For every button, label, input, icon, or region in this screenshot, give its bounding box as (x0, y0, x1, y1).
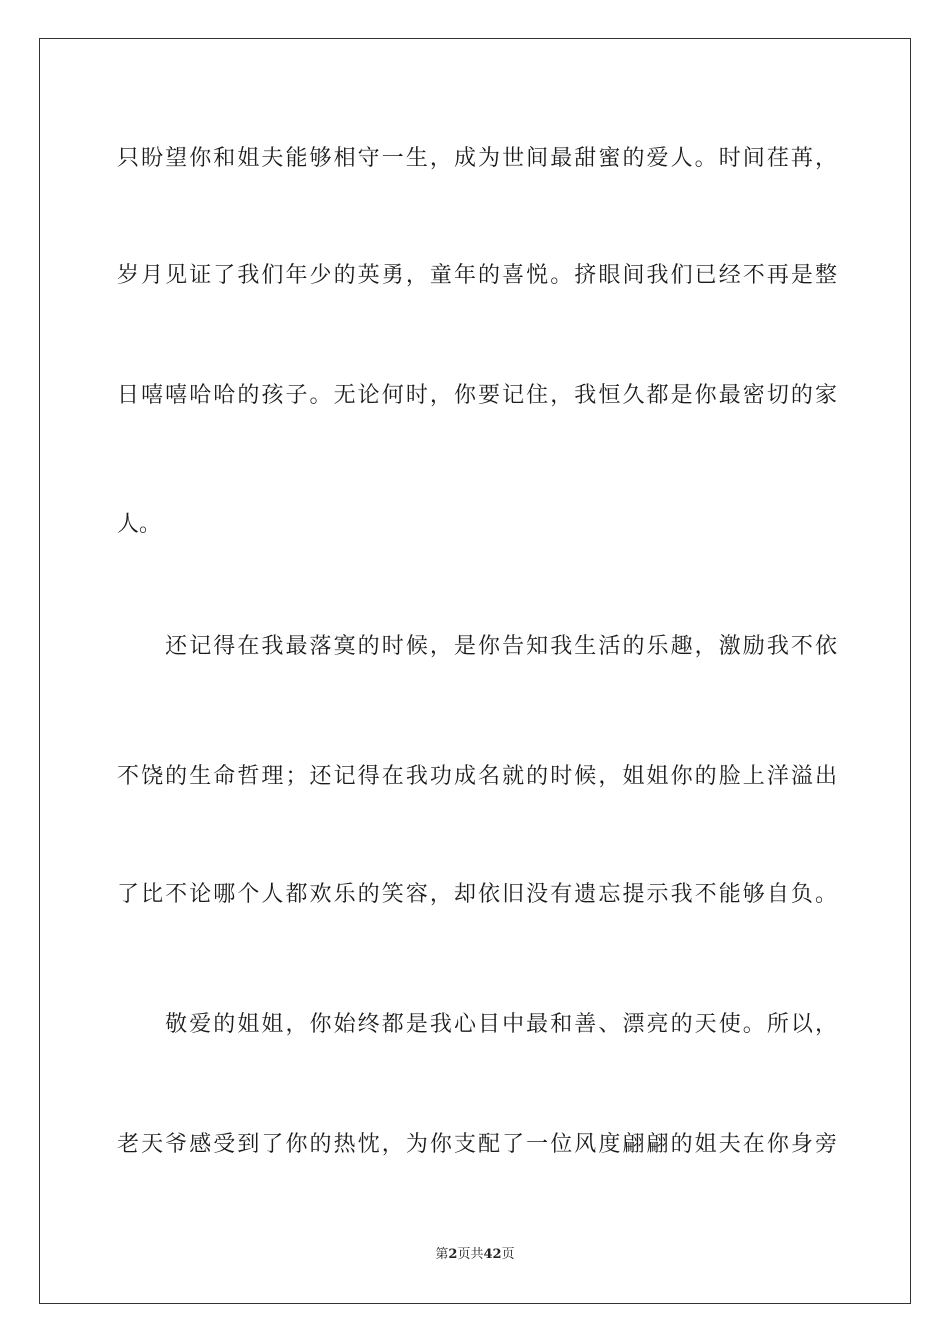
text-line-3: 日嘻嘻哈哈的孩子。无论何时，你要记住，我恒久都是你最密切的家 (117, 383, 837, 408)
text-line-8: 敬爱的姐姐，你始终都是我心目中最和善、漂亮的天使。所以， (117, 1012, 837, 1037)
footer-page-suffix: 页 (457, 1247, 471, 1262)
text-line-9: 老天爷感受到了你的热忱，为你支配了一位风度翩翩的姐夫在你身旁 (117, 1132, 837, 1157)
footer-total-pages: 42 (483, 1247, 502, 1262)
text-line-1: 只盼望你和姐夫能够相守一生，成为世间最甜蜜的爱人。时间荏苒， (117, 146, 837, 171)
text-line-7: 了比不论哪个人都欢乐的笑容，却依旧没有遗忘提示我不能够自负。 (117, 882, 837, 907)
page-footer (0, 1246, 950, 1264)
text-line-6: 不饶的生命哲理；还记得在我功成名就的时候，姐姐你的脸上洋溢出 (117, 764, 837, 789)
footer-total-prefix: 共 (470, 1247, 484, 1262)
footer-page-prefix: 第 (435, 1247, 449, 1262)
text-line-2: 岁月见证了我们年少的英勇，童年的喜悦。挤眼间我们已经不再是整 (117, 263, 837, 288)
footer-page-number: 2 (448, 1247, 458, 1262)
text-line-4: 人。 (117, 512, 162, 537)
text-line-5: 还记得在我最落寞的时候，是你告知我生活的乐趣，激励我不依 (117, 634, 837, 659)
footer-total-suffix: 页 (501, 1247, 515, 1262)
page-border (39, 38, 911, 1304)
